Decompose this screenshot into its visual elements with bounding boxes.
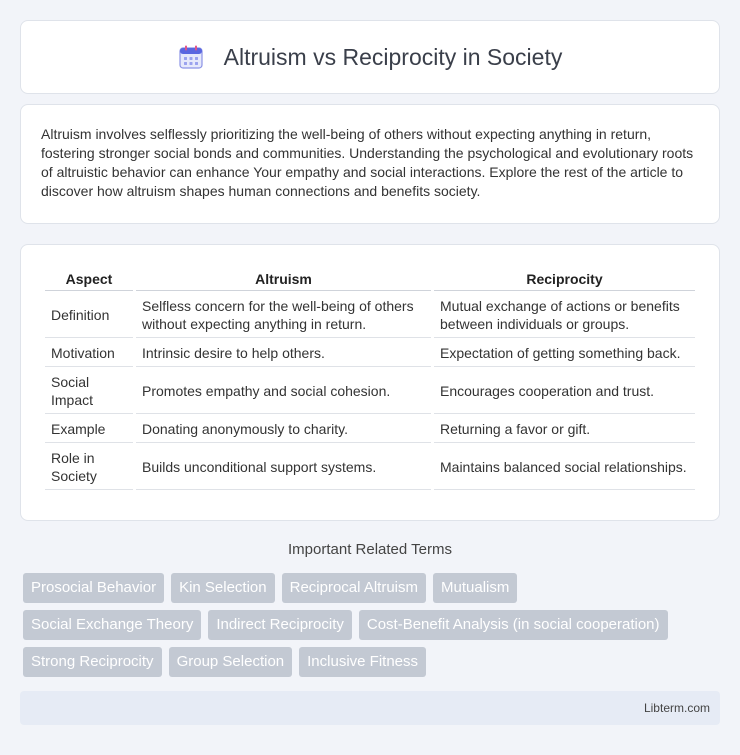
cell-reciprocity: Mutual exchange of actions or benefits between individuals or groups. — [434, 293, 695, 338]
tag-indirect-reciprocity[interactable]: Indirect Reciprocity — [208, 610, 352, 640]
cell-reciprocity: Expectation of getting something back. — [434, 340, 695, 367]
table-row — [45, 369, 695, 414]
tag-kin-selection[interactable]: Kin Selection — [171, 573, 275, 603]
tag-inclusive-fitness[interactable]: Inclusive Fitness — [299, 647, 426, 677]
tag-mutualism[interactable]: Mutualism — [433, 573, 517, 603]
comparison-table — [42, 267, 698, 492]
tag-row — [23, 573, 723, 603]
tag-row — [23, 647, 723, 677]
cell-aspect: Role in Society — [45, 445, 133, 490]
related-terms-tags — [23, 573, 723, 684]
tag-social-exchange-theory[interactable]: Social Exchange Theory — [23, 610, 201, 640]
footer-site-name[interactable]: Libterm.com — [643, 701, 710, 715]
tag-group-selection[interactable]: Group Selection — [169, 647, 293, 677]
cell-aspect: Social Impact — [45, 369, 133, 414]
comparison-table-card — [20, 244, 720, 521]
cell-altruism: Selfless concern for the well-being of others without expecting anything in return. — [136, 293, 431, 338]
cell-altruism: Promotes empathy and social cohesion. — [136, 369, 431, 414]
table-row — [45, 340, 695, 367]
calendar-icon — [178, 44, 204, 70]
cell-altruism: Intrinsic desire to help others. — [136, 340, 431, 367]
tag-cost-benefit-analysis[interactable]: Cost-Benefit Analysis (in social cooperation) — [359, 610, 668, 640]
cell-reciprocity: Maintains balanced social relationships. — [434, 445, 695, 490]
tag-strong-reciprocity[interactable]: Strong Reciprocity — [23, 647, 162, 677]
title-wrap — [178, 44, 563, 71]
cell-reciprocity: Returning a favor or gift. — [434, 416, 695, 443]
intro-text: Altruism involves selflessly prioritizing the well-being of others without expecting anything in return, fostering stronger social bonds and communities. Understanding the psychological and evolutionary roots of altruistic behavior can enhance Your empathy and social interactions. Explore the rest of the article to discover how altruism shapes human connections and benefits society. — [41, 126, 694, 199]
table-row — [45, 416, 695, 443]
cell-aspect: Example — [45, 416, 133, 443]
table-row — [45, 293, 695, 338]
header-altruism: Altruism — [136, 269, 431, 291]
cell-altruism: Builds unconditional support systems. — [136, 445, 431, 490]
footer — [20, 691, 720, 725]
cell-aspect: Motivation — [45, 340, 133, 367]
tag-prosocial-behavior[interactable]: Prosocial Behavior — [23, 573, 164, 603]
tag-row — [23, 610, 723, 640]
header-aspect: Aspect — [45, 269, 133, 291]
cell-altruism: Donating anonymously to charity. — [136, 416, 431, 443]
header-reciprocity: Reciprocity — [434, 269, 695, 291]
cell-reciprocity: Encourages cooperation and trust. — [434, 369, 695, 414]
header-card — [20, 20, 720, 94]
tag-reciprocal-altruism[interactable]: Reciprocal Altruism — [282, 573, 426, 603]
cell-aspect: Definition — [45, 293, 133, 338]
intro-card — [20, 104, 720, 224]
page-title: Altruism vs Reciprocity in Society — [223, 43, 563, 70]
table-row — [45, 445, 695, 490]
related-terms-title: Important Related Terms — [288, 541, 452, 558]
table-header-row — [45, 269, 695, 291]
